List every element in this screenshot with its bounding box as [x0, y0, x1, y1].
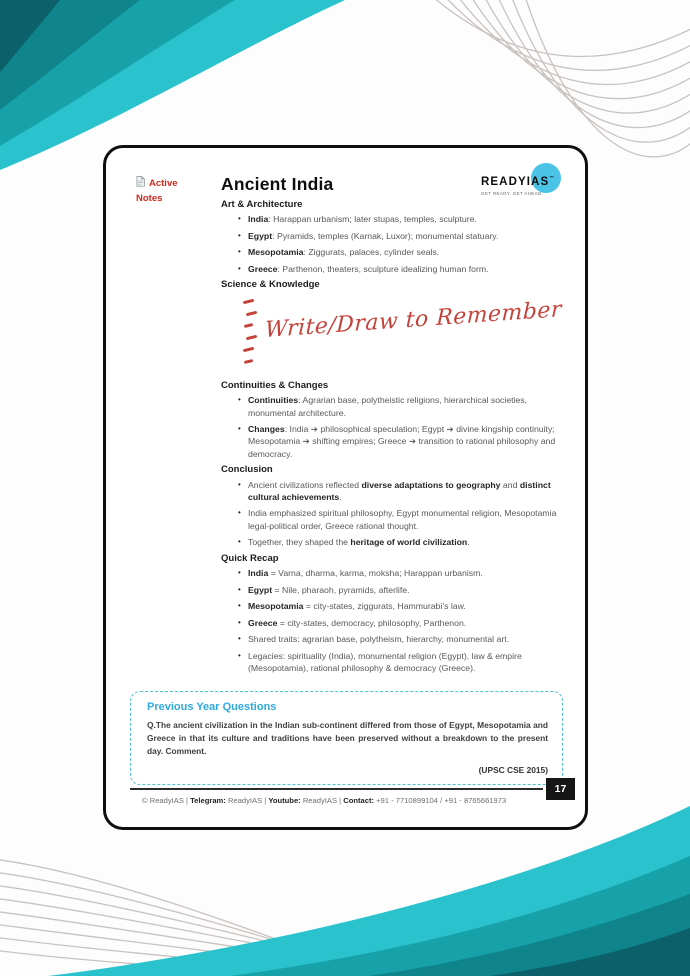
- bullet-dot: •: [238, 584, 241, 594]
- bullet-list: [221, 479, 563, 549]
- bold-text: India: [248, 214, 269, 225]
- logo-badge: [481, 172, 554, 196]
- text: = Varna, dharma, karma, moksha; Harappan urbanism.: [268, 568, 483, 579]
- bullet-item: [221, 650, 563, 675]
- bold-text: Egypt: [248, 230, 273, 241]
- text: Shared traits: agrarian base, polytheism, hierarchy, monumental art.: [248, 634, 510, 645]
- bullet-item: [221, 584, 563, 596]
- bullet-text: [248, 567, 563, 579]
- document-page: [103, 145, 588, 830]
- bold-text: India: [248, 568, 269, 579]
- bullet-dot: •: [238, 247, 241, 257]
- bullet-text: [248, 394, 563, 419]
- text: |: [337, 796, 344, 805]
- footer-divider: [130, 788, 543, 790]
- previous-year-questions-box: [130, 691, 563, 785]
- note-document-icon: [136, 176, 145, 192]
- page-number-badge: 17: [546, 778, 575, 800]
- bullet-dot: •: [238, 214, 241, 224]
- text: : Parthenon, theaters, sculpture idealizing human form.: [277, 263, 489, 274]
- text: : Ziggurats, palaces, cylinder seals.: [303, 247, 440, 258]
- bullet-item: [221, 617, 563, 629]
- bullet-dot: •: [238, 395, 241, 405]
- text: : Harappan urbanism; later stupas, temples, sculpture.: [268, 214, 477, 225]
- bullet-dot: •: [238, 650, 241, 660]
- active-notes-text: Active Notes: [136, 178, 178, 205]
- logo-brand-text: READYIAS: [481, 176, 550, 188]
- text: = city-states, democracy, philosophy, Parthenon.: [277, 617, 467, 628]
- pyq-title: Previous Year Questions: [147, 701, 277, 713]
- text: Ancient civilizations reflected: [248, 479, 362, 490]
- bullet-dot: •: [238, 230, 241, 240]
- bullet-text: [248, 213, 563, 225]
- bold-text: heritage of world civilization: [350, 537, 468, 548]
- section-heading: Conclusion: [221, 464, 273, 476]
- logo-tagline: GET READY. GET AHEAD.: [481, 191, 544, 196]
- bold-text: Continuities: [248, 395, 299, 406]
- handwriting-dash: [244, 359, 253, 364]
- bullet-item: [221, 246, 563, 258]
- bullet-item: [221, 423, 563, 460]
- bullet-text: [248, 479, 563, 504]
- bullet-item: [221, 230, 563, 242]
- text: .: [467, 537, 470, 548]
- text: and: [500, 479, 520, 490]
- section-heading: Science & Knowledge: [221, 279, 320, 291]
- bullet-dot: •: [238, 424, 241, 434]
- bullet-dot: •: [238, 508, 241, 518]
- bold-text: Egypt: [248, 584, 273, 595]
- handwriting-dash: [246, 311, 257, 316]
- bullet-dot: •: [238, 617, 241, 627]
- bullet-dot: •: [238, 634, 241, 644]
- text: |: [262, 796, 269, 805]
- bullet-text: [248, 633, 563, 645]
- handwriting-area: [221, 294, 563, 380]
- bullet-item: [221, 536, 563, 548]
- handwriting-dash: [244, 323, 253, 328]
- bold-text: Changes: [248, 424, 285, 435]
- text: Legacies: spirituality (India), monumental religion (Egypt), law & empire (Mesopotamia), rational philosophy & democracy (Greece).: [248, 650, 522, 674]
- bullet-item: [221, 600, 563, 612]
- text: +91 - 7710899104 / +91 - 8765661973: [374, 796, 507, 805]
- bullet-dot: •: [238, 601, 241, 611]
- bold-text: Greece: [248, 617, 278, 628]
- bullet-item: [221, 633, 563, 645]
- bullet-item: [221, 213, 563, 225]
- bullet-text: [248, 230, 563, 242]
- bullet-list: [221, 394, 563, 460]
- bullet-item: [221, 479, 563, 504]
- bullet-text: [248, 507, 563, 532]
- bullet-text: [248, 263, 563, 275]
- text: : India ➔ philosophical speculation; Egypt ➔ divine kingship continuity; Mesopotamia ➔ shifting empires; Greece ➔ transition to rational philosophy and democracy.: [248, 424, 556, 459]
- text: : Agrarian base, polytheistic religions, hierarchical societies, monumental architecture.: [248, 395, 528, 418]
- handwriting-dash: [246, 335, 257, 340]
- page-title: Ancient India: [221, 174, 334, 194]
- section-heading: Continuities & Changes: [221, 379, 329, 391]
- text: ReadyIAS: [300, 796, 338, 805]
- bullet-dot: •: [238, 479, 241, 489]
- text: Together, they shaped the: [248, 537, 351, 548]
- footer-text: [142, 796, 506, 805]
- bullet-list: [221, 567, 563, 674]
- bullet-item: [221, 394, 563, 419]
- text: © ReadyIAS: [142, 796, 184, 805]
- sections: [221, 199, 563, 675]
- text: .: [339, 491, 342, 502]
- pyq-question: Q.The ancient civilization in the Indian sub-continent differed from those of Egypt, Mesopotamia and Greece in that its culture and traditions have been preserved without a breakdown to the present day. Comment.: [147, 720, 548, 757]
- text: : Pyramids, temples (Karnak, Luxor); monumental statuary.: [272, 230, 499, 241]
- handwriting-dash-marks: [243, 300, 257, 373]
- section-heading: Art & Architecture: [221, 199, 303, 210]
- bullet-text: [248, 617, 563, 629]
- bullet-dot: •: [238, 537, 241, 547]
- bold-text: diverse adaptations to geography: [361, 479, 501, 490]
- bold-text: Contact:: [343, 796, 375, 805]
- bullet-text: [248, 584, 563, 596]
- bullet-text: [248, 536, 563, 548]
- bullet-list: [221, 213, 563, 275]
- handwriting-text: Write/Draw to Remember: [264, 296, 563, 343]
- bullet-text: [248, 650, 563, 675]
- bold-text: Greece: [248, 263, 278, 274]
- logo-trademark: ™: [549, 174, 554, 180]
- section-heading: Quick Recap: [221, 552, 279, 564]
- bold-text: Youtube:: [268, 796, 301, 805]
- bold-text: Mesopotamia: [248, 601, 304, 612]
- bullet-item: [221, 263, 563, 275]
- text: = Nile, pharaoh, pyramids, afterlife.: [272, 584, 410, 595]
- bullet-dot: •: [238, 263, 241, 273]
- bullet-text: [248, 600, 563, 612]
- text: = city-states, ziggurats, Hammurabi’s law.: [303, 601, 466, 612]
- bullet-text: [248, 423, 563, 460]
- text: |: [183, 796, 191, 805]
- bullet-dot: •: [238, 568, 241, 578]
- bold-text: Telegram:: [190, 796, 226, 805]
- bullet-text: [248, 246, 563, 258]
- text: India emphasized spiritual philosophy, Egypt monumental religion, Mesopotamia legal-political order, Greece rational thought.: [248, 508, 557, 531]
- handwriting-dash: [243, 347, 254, 352]
- content-column: [221, 174, 563, 679]
- bullet-item: [221, 507, 563, 532]
- pyq-source: (UPSC CSE 2015): [478, 765, 548, 776]
- text: ReadyIAS: [225, 796, 263, 805]
- bold-text: Mesopotamia: [248, 247, 304, 258]
- active-notes-label: [136, 176, 200, 207]
- handwriting-dash: [243, 299, 254, 304]
- bold-text: distinct cultural achievements: [248, 479, 551, 502]
- bullet-item: [221, 567, 563, 579]
